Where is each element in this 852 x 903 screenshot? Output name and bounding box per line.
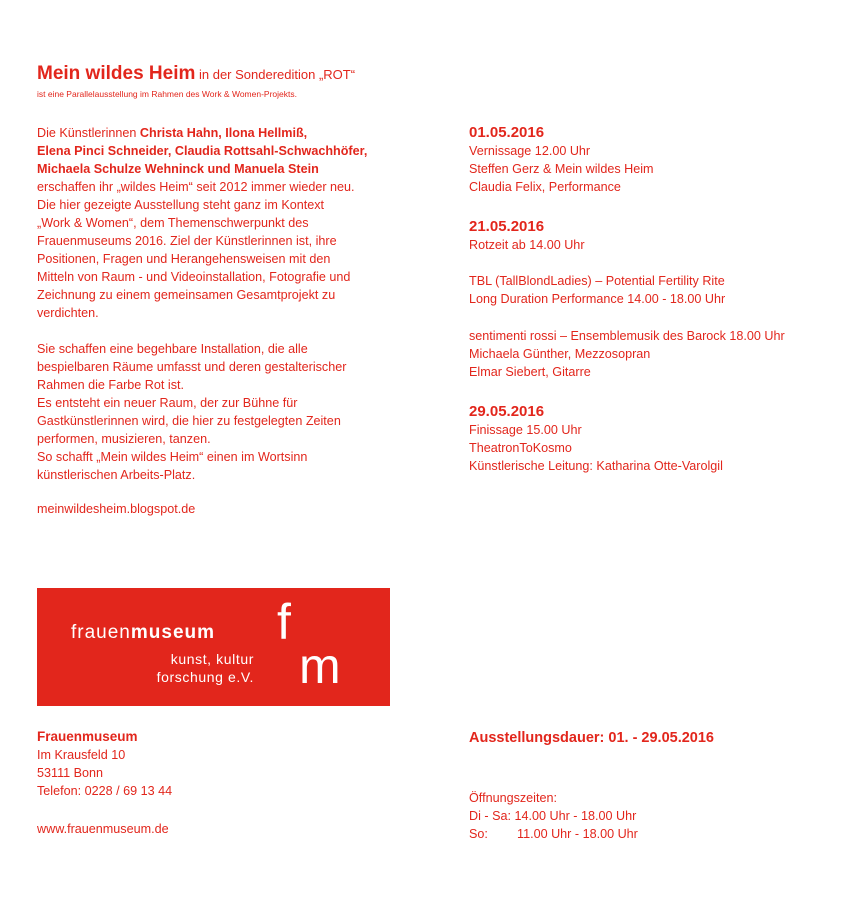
intro-line: erschaffen ihr „wildes Heim“ seit 2012 immer wieder neu. bbox=[37, 180, 355, 194]
event-line: Michaela Günther, Mezzosopran bbox=[469, 347, 651, 361]
event-2-performance bbox=[469, 272, 725, 308]
event-line: Long Duration Performance 14.00 - 18.00 Uhr bbox=[469, 292, 726, 306]
intro-line: verdichten. bbox=[37, 306, 99, 320]
logo-tagline-1: kunst, kultur bbox=[170, 651, 254, 667]
intro-line: künstlerischen Arbeits-Platz. bbox=[37, 468, 196, 482]
event-date: 01.05.2016 bbox=[469, 124, 545, 141]
intro-line: Gastkünstlerinnen wird, die hier zu festgelegten Zeiten bbox=[37, 414, 341, 428]
intro-line: So schafft „Mein wildes Heim“ einen im Wortsinn bbox=[37, 450, 308, 464]
event-date: 29.05.2016 bbox=[469, 403, 545, 420]
event-date: 21.05.2016 bbox=[469, 218, 545, 235]
logo-letter-m: m bbox=[299, 638, 341, 694]
event-line: TheatronToKosmo bbox=[469, 441, 572, 455]
address-name: Frauenmuseum bbox=[37, 729, 138, 744]
hours-sunday: So: 11.00 Uhr - 18.00 Uhr bbox=[469, 827, 638, 841]
logo-tagline-2: forschung e.V. bbox=[156, 669, 254, 685]
event-line: Steffen Gerz & Mein wildes Heim bbox=[469, 162, 654, 176]
frauenmuseum-logo bbox=[37, 588, 390, 706]
exhibition-duration: Ausstellungsdauer: 01. - 29.05.2016 bbox=[469, 730, 714, 746]
event-2 bbox=[469, 217, 585, 254]
intro-line: Frauenmuseums 2016. Ziel der Künstlerinnen ist, ihre bbox=[37, 234, 337, 248]
website-link[interactable]: www.frauenmuseum.de bbox=[37, 822, 169, 836]
event-1 bbox=[469, 123, 654, 196]
intro-line: Die Künstlerinnen Christa Hahn, Ilona Hellmiß, bbox=[37, 126, 308, 140]
address-phone: Telefon: 0228 / 69 13 44 bbox=[37, 784, 173, 798]
event-2-concert bbox=[469, 327, 785, 381]
event-line: Finissage 15.00 Uhr bbox=[469, 423, 582, 437]
intro-line: „Work & Women“, dem Themenschwerpunkt des bbox=[37, 216, 309, 230]
title-bold: Mein wildes Heim bbox=[37, 63, 196, 84]
logo-wordmark: frauenmuseum bbox=[71, 622, 216, 643]
event-3 bbox=[469, 402, 723, 475]
event-line: Rotzeit ab 14.00 Uhr bbox=[469, 238, 585, 252]
title-rest: in der Sonderedition „ROT“ bbox=[195, 67, 356, 82]
intro-line: Zeichnung zu einem gemeinsamen Gesamtprojekt zu bbox=[37, 288, 336, 302]
intro-line: Elena Pinci Schneider, Claudia Rottsahl-Schwachhöfer, bbox=[37, 144, 368, 158]
event-line: Künstlerische Leitung: Katharina Otte-Varolgil bbox=[469, 459, 723, 473]
intro-line: bespielbaren Räume umfasst und deren gestalterischer bbox=[37, 360, 347, 374]
address-block bbox=[37, 728, 172, 800]
address-city: 53111 Bonn bbox=[37, 766, 104, 780]
address-street: Im Krausfeld 10 bbox=[37, 748, 126, 762]
intro-line: Es entsteht ein neuer Raum, der zur Bühne für bbox=[37, 396, 298, 410]
page-subtitle: ist eine Parallelausstellung im Rahmen des Work & Women-Projekts. bbox=[37, 89, 297, 99]
hours-label: Öffnungszeiten: bbox=[469, 791, 557, 805]
event-line: Elmar Siebert, Gitarre bbox=[469, 365, 591, 379]
page-title bbox=[37, 62, 355, 87]
logo-letter-f: f bbox=[277, 594, 291, 650]
event-line: Vernissage 12.00 Uhr bbox=[469, 144, 591, 158]
blog-link[interactable]: meinwildesheim.blogspot.de bbox=[37, 502, 196, 516]
event-line: sentimenti rossi – Ensemblemusik des Barock 18.00 Uhr bbox=[469, 329, 785, 343]
intro-line: Sie schaffen eine begehbare Installation, die alle bbox=[37, 342, 308, 356]
opening-hours bbox=[469, 789, 638, 843]
intro-line: Mitteln von Raum - und Videoinstallation, Fotografie und bbox=[37, 270, 351, 284]
intro-line: Michaela Schulze Wehninck und Manuela Stein bbox=[37, 162, 319, 176]
hours-weekdays: Di - Sa: 14.00 Uhr - 18.00 Uhr bbox=[469, 809, 637, 823]
intro-paragraph-2 bbox=[37, 340, 346, 484]
intro-paragraph-1 bbox=[37, 124, 367, 322]
intro-line: Rahmen die Farbe Rot ist. bbox=[37, 378, 184, 392]
intro-line: Die hier gezeigte Ausstellung steht ganz im Kontext bbox=[37, 198, 325, 212]
intro-line: performen, musizieren, tanzen. bbox=[37, 432, 211, 446]
event-line: Claudia Felix, Performance bbox=[469, 180, 621, 194]
event-line: TBL (TallBlondLadies) – Potential Fertility Rite bbox=[469, 274, 725, 288]
intro-line: Positionen, Fragen und Herangehensweisen mit den bbox=[37, 252, 331, 266]
